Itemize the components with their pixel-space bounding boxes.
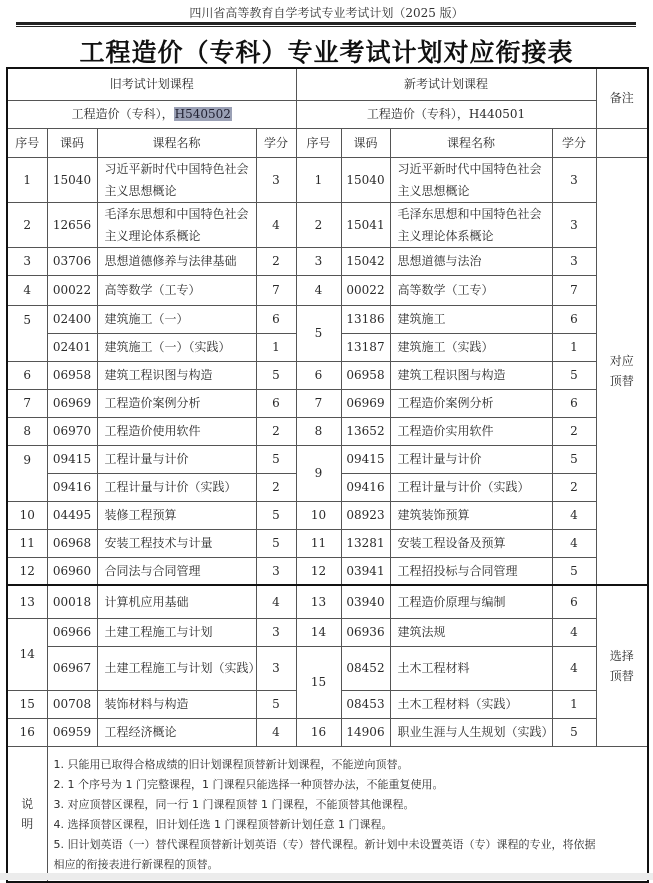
new-credit: 5 (552, 361, 596, 389)
notes-row (7, 746, 648, 882)
old-no: 3 (7, 247, 47, 275)
old-code: 00022 (47, 275, 97, 305)
page-header: 四川省高等教育自学考试专业考试计划（2025 版） (189, 6, 464, 20)
note-item: 5. 旧计划英语（一）替代课程顶替新计划英语（专）替代课程。新计划中未设置英语（专）课程的专业，将依据 (53, 837, 596, 851)
col-header-old-code: 课码 (47, 128, 97, 157)
new-code: 00022 (341, 275, 390, 305)
old-name: 习近平新时代中国特色社会主义思想概论 (97, 157, 256, 202)
old-name: 思想道德修养与法律基础 (97, 247, 256, 275)
old-credit: 3 (256, 618, 296, 646)
old-name: 土建工程施工与计划（实践） (97, 646, 256, 690)
new-code: 13187 (341, 333, 390, 361)
col-header-remarks-empty (596, 128, 648, 157)
new-no: 11 (296, 529, 341, 557)
course-mapping-table (6, 67, 649, 883)
new-credit: 4 (552, 618, 596, 646)
note-item: 4. 选择顶替区课程，旧计划任选 1 门课程顶替新计划任意 1 门课程。 (53, 817, 393, 831)
table-row (7, 202, 648, 247)
old-no: 9 (7, 445, 47, 501)
new-credit: 2 (552, 417, 596, 445)
new-no: 7 (296, 389, 341, 417)
new-name: 土木工程材料（实践） (390, 690, 552, 718)
old-code: 06958 (47, 361, 97, 389)
new-code: 03941 (341, 557, 390, 585)
new-credit: 7 (552, 275, 596, 305)
new-code: 13186 (341, 305, 390, 333)
new-code: 13652 (341, 417, 390, 445)
col-header-new-credit: 学分 (552, 128, 596, 157)
remark-line: 选择 (609, 648, 634, 663)
old-name: 工程造价使用软件 (97, 417, 256, 445)
old-code: 06966 (47, 618, 97, 646)
new-credit: 5 (552, 445, 596, 473)
col-header-new-code: 课码 (341, 128, 390, 157)
old-code: 02400 (47, 305, 97, 333)
new-name: 建筑法规 (390, 618, 552, 646)
new-name: 毛泽东思想和中国特色社会主义理论体系概论 (390, 202, 552, 247)
new-no: 13 (296, 585, 341, 618)
notes-label (7, 746, 47, 882)
table-row (7, 157, 648, 202)
table-row (7, 247, 648, 275)
new-no: 10 (296, 501, 341, 529)
new-credit: 6 (552, 585, 596, 618)
new-credit: 4 (552, 646, 596, 690)
note-item: 1. 只能用已取得合格成绩的旧计划课程顶替新计划课程，不能逆向顶替。 (53, 757, 409, 771)
new-name: 工程计量与计价（实践） (390, 473, 552, 501)
old-code: 06970 (47, 417, 97, 445)
new-plan-header: 新考试计划课程 (296, 68, 596, 100)
old-code: 06969 (47, 389, 97, 417)
new-no: 2 (296, 202, 341, 247)
old-no: 2 (7, 202, 47, 247)
viewer-bottom-band (0, 873, 653, 880)
old-no: 10 (7, 501, 47, 529)
old-major-code-selected[interactable]: H540502 (174, 107, 231, 121)
new-name: 建筑施工 (390, 305, 552, 333)
old-name: 装饰材料与构造 (97, 690, 256, 718)
new-name: 工程招投标与合同管理 (390, 557, 552, 585)
new-name: 土木工程材料 (390, 646, 552, 690)
new-no: 9 (296, 445, 341, 501)
document-title: 工程造价（专科）专业考试计划对应衔接表 (79, 38, 574, 67)
new-no: 15 (296, 646, 341, 718)
old-name: 合同法与合同管理 (97, 557, 256, 585)
notes-label-char: 说 (21, 796, 34, 811)
old-no: 12 (7, 557, 47, 585)
old-no: 15 (7, 690, 47, 718)
new-credit: 5 (552, 718, 596, 746)
table-row (7, 585, 648, 618)
table-row (7, 557, 648, 585)
new-name: 职业生涯与人生规划（实践） (390, 718, 552, 746)
old-name: 建筑工程识图与构造 (97, 361, 256, 389)
new-name: 建筑工程识图与构造 (390, 361, 552, 389)
table-row (7, 305, 648, 333)
new-name: 建筑装饰预算 (390, 501, 552, 529)
new-code: 03940 (341, 585, 390, 618)
new-credit: 5 (552, 557, 596, 585)
old-code: 00708 (47, 690, 97, 718)
new-major-cell: 工程造价（专科），H440501 (296, 100, 596, 128)
col-header-old-no: 序号 (7, 128, 47, 157)
remarks-header: 备注 (596, 68, 648, 128)
old-name: 工程计量与计价（实践） (97, 473, 256, 501)
old-credit: 3 (256, 646, 296, 690)
new-code: 15042 (341, 247, 390, 275)
table-row (7, 361, 648, 389)
old-code: 06968 (47, 529, 97, 557)
new-no: 14 (296, 618, 341, 646)
old-code: 03706 (47, 247, 97, 275)
remark-corresponding (596, 157, 648, 585)
old-code: 00018 (47, 585, 97, 618)
old-credit: 5 (256, 445, 296, 473)
old-credit: 1 (256, 333, 296, 361)
old-credit: 2 (256, 417, 296, 445)
new-credit: 6 (552, 305, 596, 333)
old-name: 土建工程施工与计划 (97, 618, 256, 646)
new-credit: 1 (552, 690, 596, 718)
old-credit: 5 (256, 361, 296, 389)
old-name: 工程计量与计价 (97, 445, 256, 473)
col-header-old-name: 课程名称 (97, 128, 256, 157)
old-code: 04495 (47, 501, 97, 529)
note-item: 3. 对应顶替区课程，同一行 1 门课程顶替 1 门课程，不能顶替其他课程。 (53, 797, 415, 811)
old-no: 8 (7, 417, 47, 445)
new-credit: 2 (552, 473, 596, 501)
new-name: 安装工程设备及预算 (390, 529, 552, 557)
old-no: 4 (7, 275, 47, 305)
new-code: 08453 (341, 690, 390, 718)
new-code: 06936 (341, 618, 390, 646)
old-code: 06959 (47, 718, 97, 746)
new-name: 思想道德与法治 (390, 247, 552, 275)
new-credit: 4 (552, 529, 596, 557)
new-credit: 6 (552, 389, 596, 417)
old-name: 工程经济概论 (97, 718, 256, 746)
col-header-new-name: 课程名称 (390, 128, 552, 157)
col-header-old-credit: 学分 (256, 128, 296, 157)
table-row (7, 501, 648, 529)
table-row (7, 618, 648, 646)
new-credit: 4 (552, 501, 596, 529)
old-credit: 4 (256, 718, 296, 746)
remark-line: 对应 (609, 353, 634, 368)
old-name: 毛泽东思想和中国特色社会主义理论体系概论 (97, 202, 256, 247)
old-no: 13 (7, 585, 47, 618)
old-major-cell (7, 100, 296, 128)
new-code: 15041 (341, 202, 390, 247)
remark-line: 顶替 (609, 373, 634, 388)
note-item: 相应的衔接表进行新课程的顶替。 (53, 857, 219, 871)
new-code: 08923 (341, 501, 390, 529)
old-no: 5 (7, 305, 47, 361)
old-name: 建筑施工（一）（实践） (97, 333, 256, 361)
new-name: 工程造价案例分析 (390, 389, 552, 417)
old-credit: 3 (256, 557, 296, 585)
old-plan-header: 旧考试计划课程 (7, 68, 296, 100)
table-row (7, 275, 648, 305)
new-code: 08452 (341, 646, 390, 690)
new-name: 习近平新时代中国特色社会主义思想概论 (390, 157, 552, 202)
old-name: 装修工程预算 (97, 501, 256, 529)
table-row (7, 718, 648, 746)
notes-label-char: 明 (21, 816, 34, 831)
old-credit: 6 (256, 305, 296, 333)
table-row (7, 389, 648, 417)
remark-selective (596, 585, 648, 746)
old-credit: 7 (256, 275, 296, 305)
old-code: 15040 (47, 157, 97, 202)
old-credit: 5 (256, 501, 296, 529)
new-name: 工程造价原理与编制 (390, 585, 552, 618)
old-name: 工程造价案例分析 (97, 389, 256, 417)
old-credit: 6 (256, 389, 296, 417)
old-code: 09416 (47, 473, 97, 501)
old-name: 高等数学（工专） (97, 275, 256, 305)
old-credit: 5 (256, 690, 296, 718)
new-no: 16 (296, 718, 341, 746)
col-header-new-no: 序号 (296, 128, 341, 157)
old-credit: 2 (256, 473, 296, 501)
old-no: 16 (7, 718, 47, 746)
new-code: 09416 (341, 473, 390, 501)
old-name: 计算机应用基础 (97, 585, 256, 618)
old-credit: 2 (256, 247, 296, 275)
table-row (7, 646, 648, 690)
new-name: 高等数学（工专） (390, 275, 552, 305)
new-name: 建筑施工（实践） (390, 333, 552, 361)
old-code: 09415 (47, 445, 97, 473)
old-no: 1 (7, 157, 47, 202)
note-item: 2. 1 个序号为 1 门完整课程，1 门课程只能选择一种顶替办法，不能重复使用。 (53, 777, 444, 791)
old-major-prefix: 工程造价（专科）， (71, 107, 174, 121)
new-code: 15040 (341, 157, 390, 202)
new-code: 06958 (341, 361, 390, 389)
table-row (7, 529, 648, 557)
new-credit: 1 (552, 333, 596, 361)
old-credit: 4 (256, 585, 296, 618)
new-code: 14906 (341, 718, 390, 746)
old-no: 6 (7, 361, 47, 389)
old-no: 14 (7, 618, 47, 690)
header-rule-thin (16, 26, 636, 27)
old-code: 06960 (47, 557, 97, 585)
old-credit: 5 (256, 529, 296, 557)
old-code: 12656 (47, 202, 97, 247)
old-code: 06967 (47, 646, 97, 690)
new-no: 1 (296, 157, 341, 202)
old-credit: 4 (256, 202, 296, 247)
old-code: 02401 (47, 333, 97, 361)
notes-content (47, 746, 648, 882)
remark-line: 顶替 (609, 668, 634, 683)
new-name: 工程造价实用软件 (390, 417, 552, 445)
old-name: 建筑施工（一） (97, 305, 256, 333)
old-no: 7 (7, 389, 47, 417)
new-name: 工程计量与计价 (390, 445, 552, 473)
new-no: 12 (296, 557, 341, 585)
old-name: 安装工程技术与计量 (97, 529, 256, 557)
new-no: 4 (296, 275, 341, 305)
new-code: 13281 (341, 529, 390, 557)
table-row (7, 417, 648, 445)
new-code: 06969 (341, 389, 390, 417)
new-credit: 3 (552, 202, 596, 247)
new-no: 3 (296, 247, 341, 275)
old-credit: 3 (256, 157, 296, 202)
new-no: 6 (296, 361, 341, 389)
new-credit: 3 (552, 157, 596, 202)
old-no: 11 (7, 529, 47, 557)
new-no: 8 (296, 417, 341, 445)
new-no: 5 (296, 305, 341, 361)
new-code: 09415 (341, 445, 390, 473)
new-credit: 3 (552, 247, 596, 275)
header-rule (16, 22, 636, 25)
table-row (7, 445, 648, 473)
